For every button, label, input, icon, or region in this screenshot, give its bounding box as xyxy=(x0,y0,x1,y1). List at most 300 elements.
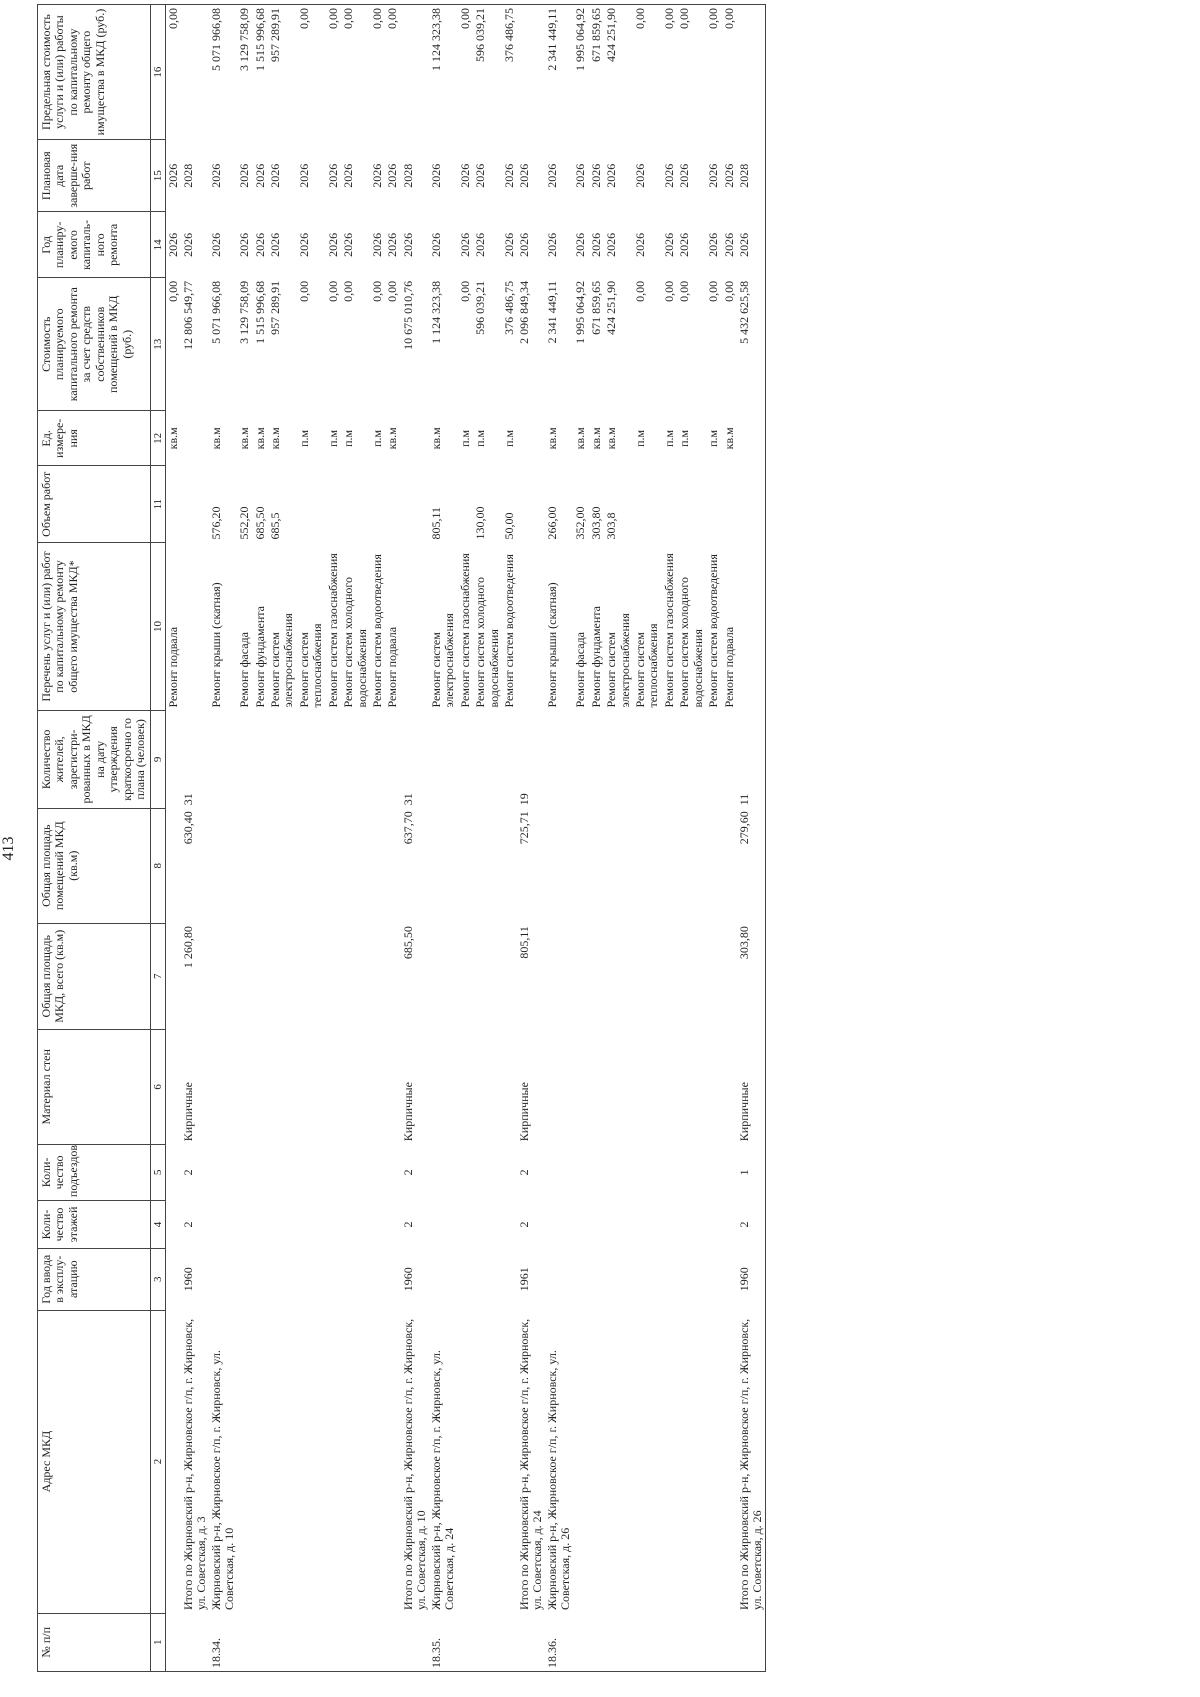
cell-unit: кв.м xyxy=(252,427,267,450)
total-row xyxy=(401,5,429,1672)
cell-premises-area: 637,70 xyxy=(400,811,415,845)
cell-num xyxy=(517,1613,545,1671)
cell-walls xyxy=(604,1029,633,1144)
cell-volume xyxy=(401,466,429,543)
cell-plan-year: 2026 xyxy=(677,232,692,257)
cell-work xyxy=(401,543,429,711)
cell-floors xyxy=(253,1201,268,1249)
table-body xyxy=(165,5,765,1672)
cell-floors xyxy=(633,1201,662,1249)
cell-num xyxy=(341,1613,370,1671)
cell-walls xyxy=(473,1029,502,1144)
cell-year xyxy=(370,1248,385,1310)
cell-unit: п.м xyxy=(341,429,356,447)
cell-addr xyxy=(253,1310,268,1613)
cell-addr xyxy=(326,1310,341,1613)
cell-end-year: 2026 xyxy=(677,163,692,188)
column-header: Коли-чество подъездов xyxy=(38,1144,151,1200)
column-header: Количество жителей, зарегистри-рованных в МКД на дату утверждения краткосрочно го плана (человек) xyxy=(38,710,151,808)
cell-floors: 2 xyxy=(181,1221,196,1228)
cell-end-year: 2026 xyxy=(267,163,282,188)
cell-unit: кв.м xyxy=(721,427,736,450)
cell-volume xyxy=(326,466,341,543)
cell-num xyxy=(165,1613,181,1671)
cell-end-year: 2026 xyxy=(209,163,224,188)
cell-residents xyxy=(633,710,662,808)
cell-cost: 424 251,90 xyxy=(604,280,619,335)
cell-work xyxy=(181,543,209,711)
cell-walls: Кирпичные xyxy=(517,1082,532,1142)
cell-addr: Итого по Жирновский р-н, Жирновское г/п, г. Жирновск, ул. Советская, д. 10 xyxy=(400,1318,428,1611)
cell-limit: 0,00 xyxy=(662,5,677,140)
column-header: Коли-чество этажей xyxy=(38,1201,151,1249)
cell-volume: 552,20 xyxy=(237,506,252,540)
cell-unit: п.м xyxy=(457,429,472,447)
cell-plan-year: 2026 xyxy=(237,232,252,257)
cell-residents xyxy=(429,710,458,808)
cell-walls xyxy=(458,1029,473,1144)
cell-plan-year: 2026 xyxy=(545,232,560,257)
cell-residents: 31 xyxy=(400,793,415,806)
cell-addr xyxy=(237,1310,252,1613)
cell-residents xyxy=(722,710,737,808)
cell-floors xyxy=(677,1201,706,1249)
total-row xyxy=(737,5,765,1672)
cell-addr xyxy=(473,1310,502,1613)
cell-entrances xyxy=(473,1144,502,1200)
cell-num xyxy=(297,1613,326,1671)
cell-plan-year: 2026 xyxy=(573,232,588,257)
column-header: Предельная стоимость услуги и (или) работы по капитальному ремонту общего имущества в МКД (руб.) xyxy=(38,5,151,140)
cell-num xyxy=(181,1613,209,1671)
cell-floors xyxy=(473,1201,502,1249)
cell-entrances xyxy=(297,1144,326,1200)
cell-cost: 376 486,75 xyxy=(501,280,516,335)
cell-addr: Итого по Жирновский р-н, Жирновское г/п, г. Жирновск, ул. Советская, д. 24 xyxy=(517,1318,545,1611)
cell-plan-year: 2026 xyxy=(209,232,224,257)
cell-cost: 10 675 010,76 xyxy=(400,280,415,350)
cell-limit: 0,00 xyxy=(165,5,181,140)
cell-limit: 671 859,65 xyxy=(589,5,604,140)
cell-premises-area xyxy=(165,808,181,923)
table-row xyxy=(545,5,573,1672)
cell-walls xyxy=(268,1029,297,1144)
cell-total-area xyxy=(677,923,706,1029)
cell-premises-area xyxy=(677,808,706,923)
cell-entrances xyxy=(458,1144,473,1200)
table-row xyxy=(706,5,721,1672)
cell-total-area xyxy=(573,923,588,1029)
cell-work: Ремонт крыши (скатная) xyxy=(545,582,560,708)
cell-residents xyxy=(209,710,237,808)
cell-num xyxy=(326,1613,341,1671)
cell-volume xyxy=(341,466,370,543)
column-header: Объем работ xyxy=(38,466,151,543)
cell-plan-year: 2026 xyxy=(588,232,603,257)
column-number: 10 xyxy=(150,543,165,711)
cell-num xyxy=(677,1613,706,1671)
cell-plan-year: 2026 xyxy=(632,232,647,257)
cell-work: Ремонт систем водоотведения xyxy=(501,554,516,708)
cell-plan-year: 2026 xyxy=(604,232,619,257)
column-number: 2 xyxy=(150,1310,165,1613)
cell-total-area xyxy=(253,923,268,1029)
cell-addr xyxy=(633,1310,662,1613)
cell-volume: 303,8 xyxy=(604,512,619,540)
cell-end-year: 2026 xyxy=(706,163,721,188)
cell-entrances xyxy=(662,1144,677,1200)
cell-limit: 0,00 xyxy=(706,5,721,140)
cell-work: Ремонт систем водоотведения xyxy=(706,554,721,708)
cell-volume: 805,11 xyxy=(428,506,443,540)
cell-num: 18.35. xyxy=(429,1613,458,1671)
cell-limit: 0,00 xyxy=(458,5,473,140)
cell-num xyxy=(722,1613,737,1671)
cell-premises-area xyxy=(326,808,341,923)
cell-end-year: 2028 xyxy=(181,163,196,188)
cell-unit: кв.м xyxy=(588,427,603,450)
cell-total-area xyxy=(458,923,473,1029)
cell-work: Ремонт систем электроснабжения xyxy=(267,613,296,708)
cell-floors xyxy=(165,1201,181,1249)
cell-entrances: 2 xyxy=(400,1169,415,1176)
cell-year xyxy=(458,1248,473,1310)
cell-volume xyxy=(633,466,662,543)
cell-plan-year: 2026 xyxy=(296,232,311,257)
cell-year xyxy=(385,1248,400,1310)
cell-walls xyxy=(385,1029,400,1144)
cell-limit: 0,00 xyxy=(385,5,400,140)
cell-year xyxy=(165,1248,181,1310)
cell-plan-year: 2026 xyxy=(181,232,196,257)
cell-year xyxy=(237,1248,252,1310)
cell-cost: 0,00 xyxy=(296,280,311,302)
repair-plan-table xyxy=(37,4,766,1672)
cell-residents xyxy=(237,710,252,808)
cell-unit xyxy=(737,411,765,466)
column-number-row xyxy=(150,5,165,1672)
cell-plan-year: 2026 xyxy=(400,232,415,257)
cell-num: 18.36. xyxy=(545,1613,573,1671)
cell-premises-area xyxy=(473,808,502,923)
cell-unit: кв.м xyxy=(267,427,282,450)
cell-plan-year: 2026 xyxy=(501,232,516,257)
cell-end-year: 2026 xyxy=(296,163,311,188)
cell-walls xyxy=(165,1029,181,1144)
cell-entrances xyxy=(209,1144,237,1200)
cell-year xyxy=(662,1248,677,1310)
column-header: Ед. измере-ния xyxy=(38,411,151,466)
cell-total-area: 303,80 xyxy=(737,923,765,1029)
cell-year xyxy=(633,1248,662,1310)
cell-addr xyxy=(165,1310,181,1613)
column-number: 12 xyxy=(150,411,165,466)
cell-walls xyxy=(722,1029,737,1144)
cell-addr: Жирновский р-н, Жирновское г/п, г. Жирновск, ул. Советская, д. 24 xyxy=(428,1350,456,1611)
cell-work: Ремонт фундамента xyxy=(252,605,267,708)
cell-limit: 5 071 966,08 xyxy=(209,5,237,140)
cell-year xyxy=(677,1248,706,1310)
cell-work xyxy=(737,543,765,711)
cell-entrances xyxy=(429,1144,458,1200)
cell-end-year: 2026 xyxy=(370,163,384,188)
cell-cost: 0,00 xyxy=(677,280,692,302)
cell-cost: 0,00 xyxy=(385,280,400,302)
cell-walls xyxy=(573,1029,588,1144)
cell-residents xyxy=(502,710,517,808)
cell-walls xyxy=(237,1029,252,1144)
cell-residents xyxy=(677,710,706,808)
cell-premises-area xyxy=(297,808,326,923)
cell-end-year: 2026 xyxy=(573,163,588,188)
cell-cost: 596 039,21 xyxy=(473,280,488,335)
cell-walls xyxy=(209,1029,237,1144)
cell-addr xyxy=(677,1310,706,1613)
cell-floors: 2 xyxy=(737,1201,765,1249)
cell-year: 1961 xyxy=(517,1267,532,1292)
cell-premises-area xyxy=(237,808,252,923)
cell-year xyxy=(473,1248,502,1310)
cell-num xyxy=(237,1613,252,1671)
cell-work: Ремонт систем электроснабжения xyxy=(604,613,632,708)
cell-total-area xyxy=(370,923,385,1029)
column-header: Год планиру-емого капиталь-ного ремонта xyxy=(38,212,151,278)
cell-entrances xyxy=(502,1144,517,1200)
cell-residents xyxy=(268,710,297,808)
cell-floors xyxy=(209,1201,237,1249)
cell-floors xyxy=(573,1201,588,1249)
cell-num xyxy=(573,1613,588,1671)
cell-volume xyxy=(181,466,209,543)
cell-plan-year: 2026 xyxy=(473,232,488,257)
cell-floors xyxy=(662,1201,677,1249)
table-row xyxy=(573,5,588,1672)
cell-volume: 576,20 xyxy=(209,506,224,540)
cell-unit: п.м xyxy=(325,429,340,447)
cell-premises-area: 279,60 xyxy=(737,808,765,923)
cell-floors xyxy=(370,1201,385,1249)
cell-addr xyxy=(589,1310,604,1613)
cell-cost: 1 124 323,38 xyxy=(428,280,443,344)
cell-year xyxy=(341,1248,370,1310)
total-row xyxy=(181,5,209,1672)
cell-volume: 130,00 xyxy=(473,506,488,540)
cell-total-area xyxy=(604,923,633,1029)
cell-addr: Жирновский р-н, Жирновское г/п, г. Жирновск, ул. Советская, д. 10 xyxy=(209,1350,237,1611)
cell-premises-area xyxy=(545,808,573,923)
cell-floors xyxy=(706,1201,721,1249)
cell-year: 1960 xyxy=(400,1267,415,1292)
table-row xyxy=(458,5,473,1672)
cell-entrances xyxy=(268,1144,297,1200)
cell-entrances xyxy=(165,1144,181,1200)
cell-volume xyxy=(737,466,765,543)
cell-floors: 2 xyxy=(400,1221,415,1228)
cell-residents: 11 xyxy=(737,710,765,808)
table-row xyxy=(341,5,370,1672)
cell-limit: 3 129 758,09 xyxy=(237,5,252,140)
cell-premises-area: 630,40 xyxy=(181,811,196,845)
column-number: 13 xyxy=(150,278,165,411)
cell-unit: кв.м xyxy=(573,427,588,450)
cell-walls xyxy=(341,1029,370,1144)
cell-premises-area xyxy=(268,808,297,923)
table-row xyxy=(253,5,268,1672)
cell-volume xyxy=(370,466,385,543)
table-row xyxy=(165,5,181,1672)
cell-year: 1960 xyxy=(737,1248,765,1310)
cell-premises-area xyxy=(589,808,604,923)
table-row xyxy=(209,5,237,1672)
table-row xyxy=(662,5,677,1672)
column-header: Общая площадь помещений МКД (кв.м) xyxy=(38,808,151,923)
cell-cost: 0,00 xyxy=(721,280,736,302)
cell-volume xyxy=(706,466,721,543)
cell-num xyxy=(370,1613,385,1671)
cell-end-year: 2026 xyxy=(457,163,472,188)
cell-cost: 5 071 966,08 xyxy=(209,280,224,344)
cell-residents: 31 xyxy=(181,793,196,806)
cell-residents xyxy=(706,710,721,808)
cell-end-year: 2026 xyxy=(237,163,252,188)
cell-addr xyxy=(458,1310,473,1613)
cell-end-year: 2026 xyxy=(604,163,619,188)
column-number: 7 xyxy=(150,923,165,1029)
cell-end-year: 2026 xyxy=(473,163,488,188)
cell-limit: 0,00 xyxy=(370,5,385,140)
cell-entrances: 2 xyxy=(181,1169,196,1176)
table-row xyxy=(297,5,326,1672)
cell-floors xyxy=(326,1201,341,1249)
cell-addr: Итого по Жирновский р-н, Жирновское г/п, г. Жирновск, ул. Советская, д. 26 xyxy=(737,1310,765,1613)
cell-total-area xyxy=(268,923,297,1029)
cell-cost: 0,00 xyxy=(165,280,180,302)
cell-end-year: 2026 xyxy=(661,163,676,188)
cell-total-area xyxy=(473,923,502,1029)
cell-floors xyxy=(237,1201,252,1249)
cell-walls xyxy=(677,1029,706,1144)
cell-entrances xyxy=(722,1144,737,1200)
cell-residents xyxy=(326,710,341,808)
cell-cost: 0,00 xyxy=(370,280,384,302)
cell-cost: 0,00 xyxy=(632,280,647,302)
column-number: 16 xyxy=(150,5,165,140)
cell-year xyxy=(545,1248,573,1310)
cell-year xyxy=(429,1248,458,1310)
cell-year xyxy=(706,1248,721,1310)
cell-volume: 685,50 xyxy=(252,506,267,540)
cell-entrances xyxy=(633,1144,662,1200)
cell-cost: 0,00 xyxy=(661,280,676,302)
cell-unit: п.м xyxy=(370,429,384,447)
cell-end-year: 2026 xyxy=(325,163,340,188)
cell-year xyxy=(326,1248,341,1310)
cell-limit: 0,00 xyxy=(297,5,326,140)
cell-addr xyxy=(268,1310,297,1613)
table-row xyxy=(722,5,737,1672)
cell-unit: кв.м xyxy=(209,427,224,450)
cell-num xyxy=(401,1613,429,1671)
cell-entrances xyxy=(237,1144,252,1200)
table-row xyxy=(429,5,458,1672)
cell-end-year: 2028 xyxy=(737,140,765,212)
cell-unit xyxy=(401,411,429,466)
cell-addr xyxy=(722,1310,737,1613)
table-row xyxy=(677,5,706,1672)
cell-entrances xyxy=(589,1144,604,1200)
cell-residents xyxy=(458,710,473,808)
table-row xyxy=(633,5,662,1672)
column-number: 1 xyxy=(150,1613,165,1671)
cell-year xyxy=(253,1248,268,1310)
cell-plan-year: 2026 xyxy=(385,232,400,257)
cell-num xyxy=(473,1613,502,1671)
table-row xyxy=(473,5,502,1672)
cell-entrances xyxy=(326,1144,341,1200)
cell-volume xyxy=(458,466,473,543)
column-header: Перечень услуг и (или) работ по капитальному ремонту общего имущества МКД* xyxy=(38,543,151,711)
cell-walls xyxy=(326,1029,341,1144)
cell-num xyxy=(706,1613,721,1671)
cell-limit: 596 039,21 xyxy=(473,5,502,140)
cell-premises-area xyxy=(502,808,517,923)
cell-end-year: 2026 xyxy=(341,163,356,188)
cell-work: Ремонт систем электроснабжения xyxy=(428,613,457,708)
column-header: Общая площадь МКД, всего (кв.м) xyxy=(38,923,151,1029)
cell-entrances xyxy=(341,1144,370,1200)
cell-premises-area xyxy=(429,808,458,923)
cell-total-area xyxy=(237,923,252,1029)
cell-premises-area: 725,71 xyxy=(517,811,532,845)
cell-walls xyxy=(633,1029,662,1144)
column-header: Адрес МКД xyxy=(38,1310,151,1613)
cell-year xyxy=(604,1248,633,1310)
cell-unit: п.м xyxy=(706,429,721,447)
column-number: 3 xyxy=(150,1248,165,1310)
cell-num xyxy=(502,1613,517,1671)
total-row xyxy=(517,5,545,1672)
cell-total-area xyxy=(502,923,517,1029)
cell-floors xyxy=(429,1201,458,1249)
column-header: Плановая дата заверше-ния работ xyxy=(38,140,151,212)
cell-addr xyxy=(297,1310,326,1613)
cell-end-year: 2026 xyxy=(165,163,180,188)
cell-unit: кв.м xyxy=(385,427,400,450)
cell-total-area xyxy=(385,923,400,1029)
cell-limit: 0,00 xyxy=(341,5,370,140)
cell-residents xyxy=(473,710,502,808)
table-row xyxy=(589,5,604,1672)
cell-premises-area xyxy=(370,808,385,923)
cell-end-year: 2026 xyxy=(545,163,560,188)
cell-floors xyxy=(722,1201,737,1249)
cell-limit xyxy=(181,5,209,140)
cell-cost: 0,00 xyxy=(325,280,340,302)
cell-limit xyxy=(401,5,429,140)
cell-premises-area xyxy=(253,808,268,923)
cell-floors xyxy=(385,1201,400,1249)
cell-work: Ремонт систем газоснабжения xyxy=(457,553,472,708)
cell-unit: п.м xyxy=(661,429,676,447)
cell-premises-area xyxy=(706,808,721,923)
cell-cost: 0,00 xyxy=(457,280,472,302)
cell-plan-year: 2026 xyxy=(721,232,736,257)
cell-entrances: 1 xyxy=(737,1144,765,1200)
column-header: № п/п xyxy=(38,1613,151,1671)
cell-floors xyxy=(268,1201,297,1249)
column-header: Стоимость планируемого капитального ремонта за счет средств собственников помещений в МКД (руб.) xyxy=(38,278,151,411)
cell-work: Ремонт систем холодного водоснабжения xyxy=(473,576,501,708)
